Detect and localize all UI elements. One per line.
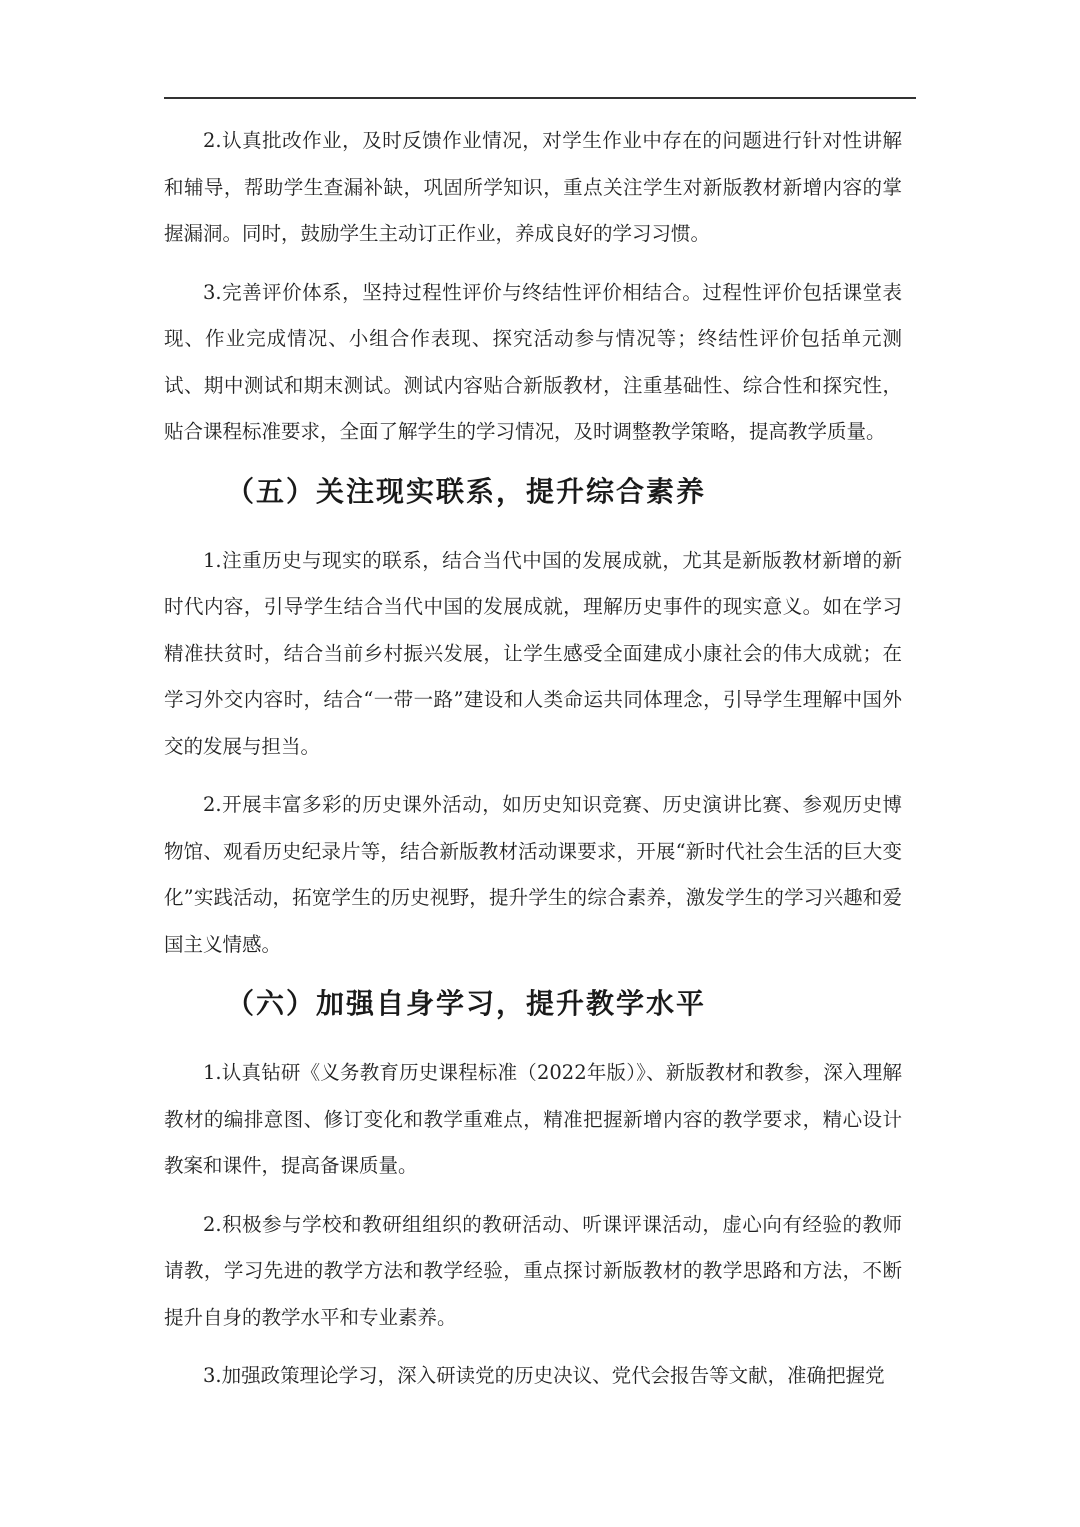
paragraph-homework-feedback: 2.认真批改作业，及时反馈作业情况，对学生作业中存在的问题进行针对性讲解和辅导，帮助学生查漏补缺，巩固所学知识，重点关注学生对新版教材新增内容的掌握漏洞。同时，鼓励学生主动订正作业，养成良好的学习习惯。	[164, 129, 902, 245]
header-rule	[164, 97, 916, 99]
paragraph-history-reality: 1.注重历史与现实的联系，结合当代中国的发展成就，尤其是新版教材新增的新时代内容，引导学生结合当代中国的发展成就，理解历史事件的现实意义。如在学习精准扶贫时，结合当前乡村振兴发展，让学生感受全面建成小康社会的伟大成就；在学习外交内容时，结合“一带一路”建设和人类命运共同体理念，引导学生理解中国外交的发展与担当。	[164, 548, 902, 758]
paragraph-evaluation-system: 3.完善评价体系，坚持过程性评价与终结性评价相结合。过程性评价包括课堂表现、作业完成情况、小组合作表现、探究活动参与情况等；终结性评价包括单元测试、期中测试和期末测试。测试内容贴合新版教材，注重基础性、综合性和探究性，贴合课程标准要求，全面了解学生的学习情况，及时调整教学策略，提高教学质量。	[164, 280, 902, 443]
paragraph-teaching-research: 2.积极参与学校和教研组组织的教研活动、听课评课活动，虚心向有经验的教师请教，学习先进的教学方法和教学经验，重点探讨新版教材的教学思路和方法，不断提升自身的教学水平和专业素养。	[164, 1212, 902, 1329]
section-heading-six: （六）加强自身学习，提升教学水平	[226, 987, 707, 1020]
section-heading-five: （五）关注现实联系，提升综合素养	[226, 474, 707, 508]
paragraph-extracurricular: 2.开展丰富多彩的历史课外活动，如历史知识竞赛、历史演讲比赛、参观历史博物馆、观看历史纪录片等，结合新版教材活动课要求，开展“新时代社会生活的巨大变化”实践活动，拓宽学生的历史视野，提升学生的综合素养，激发学生的学习兴趣和爱国主义情感。	[164, 793, 902, 956]
paragraph-policy-theory: 3.加强政策理论学习，深入研读党的历史决议、党代会报告等文献，准确把握党	[203, 1364, 885, 1387]
paragraph-curriculum-study: 1.认真钻研《义务教育历史课程标准（2022年版）》、新版教材和教参，深入理解教材的编排意图、修订变化和教学重难点，精准把握新增内容的教学要求，精心设计教案和课件，提高备课质量。	[164, 1061, 902, 1177]
document-body	[164, 118, 902, 1400]
